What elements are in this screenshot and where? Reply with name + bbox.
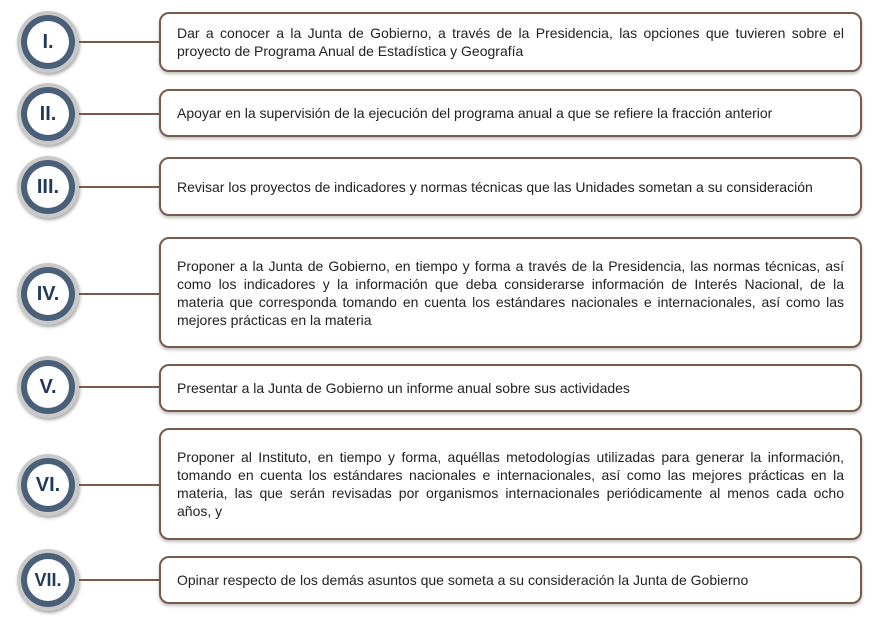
item-text: Dar a conocer a la Junta de Gobierno, a través de la Presidencia, las opciones que tuvieren sobre el proyecto de Programa Anual de Estadística y Geografía [177, 25, 844, 59]
numeral-badge [17, 549, 79, 611]
connector-line [79, 41, 159, 43]
item-box [159, 157, 862, 216]
connector-line [79, 186, 159, 188]
item-text: Presentar a la Junta de Gobierno un informe anual sobre sus actividades [177, 380, 630, 396]
numeral-badge [17, 356, 79, 418]
connector-line [79, 386, 159, 388]
connector-line [79, 293, 159, 295]
numeral-label: IV. [27, 273, 69, 315]
item-text: Opinar respecto de los demás asuntos que someta a su consideración la Junta de Gobierno [177, 572, 749, 588]
item-text: Proponer al Instituto, en tiempo y forma, aquéllas metodologías utilizadas para generar la información, tomando en cuenta los estándares nacionales e internacionales, así como las mejores prácticas en la materia, las que serán revisadas por organismos internacionales periódicamente al menos cada ocho años, y [177, 449, 844, 519]
numeral-badge [17, 83, 79, 145]
item-text: Apoyar en la supervisión de la ejecución del programa anual a que se refiere la fracción anterior [177, 105, 773, 121]
numeral-label: I. [27, 21, 69, 63]
item-box [159, 428, 862, 540]
item-box [159, 556, 862, 604]
numeral-badge [17, 156, 79, 218]
connector-line [79, 484, 159, 486]
numeral-badge [17, 11, 79, 73]
item-box [159, 89, 862, 137]
numeral-label: III. [27, 166, 69, 208]
numeral-label: II. [27, 93, 69, 135]
item-text: Revisar los proyectos de indicadores y normas técnicas que las Unidades sometan a su consideración [177, 178, 813, 195]
connector-line [79, 579, 159, 581]
numeral-label: V. [27, 366, 69, 408]
item-box [159, 237, 862, 348]
numeral-badge [17, 263, 79, 325]
item-text: Proponer a la Junta de Gobierno, en tiempo y forma a través de la Presidencia, las normas técnicas, así como los indicadores y la información que deba considerarse información de Interés Nacional, de la materia que corresponda tomando en cuenta los estándares nacionales e internacionales, así como las mejores prácticas en la materia [177, 257, 844, 328]
item-box [159, 364, 862, 412]
item-box [159, 12, 862, 72]
numeral-label: VI. [27, 464, 69, 506]
connector-line [79, 113, 159, 115]
numeral-label: VII. [27, 559, 69, 601]
numeral-badge [17, 454, 79, 516]
